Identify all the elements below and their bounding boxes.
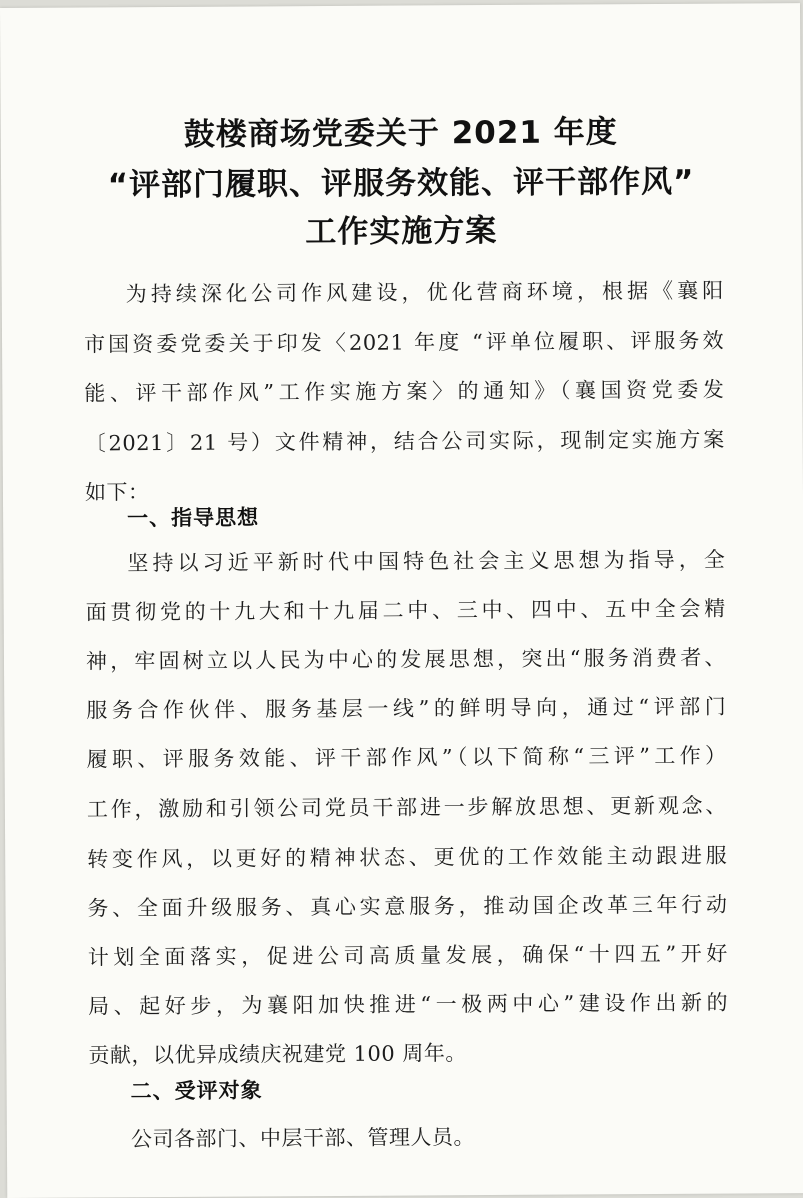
section1-line-5: 履职、评服务效能、评干部作风”（以下简称“三评”工作） [86, 743, 727, 772]
document-title-line-2: “评部门履职、评服务效能、评干部作风” [107, 163, 695, 204]
intro-line-4: 〔2021〕21 号）文件精神，结合公司实际，现制定实施方案 [84, 427, 725, 456]
intro-line-5: 如下： [84, 480, 150, 505]
section1-line-8: 务、全面升级服务、真心实意服务，推动国企改革三年行动 [87, 892, 728, 921]
section1-line-10: 局、起好步，为襄阳加快推进“一极两中心”建设作出新的 [88, 990, 729, 1019]
section-heading-guiding-thought: 一、指导思想 [127, 505, 260, 531]
intro-line-3: 能、评干部作风”工作实施方案〉的通知》（襄国资党委发 [84, 377, 725, 406]
intro-line-1: 为持续深化公司作风建设，优化营商环境，根据《襄阳 [125, 278, 724, 307]
section1-line-2: 面贯彻党的十九大和十九届二中、三中、四中、五中全会精 [85, 596, 726, 625]
section1-line-11: 贡献，以优异成绩庆祝建党 100 周年。 [88, 1041, 467, 1068]
section1-line-6: 工作，激励和引领公司党员干部进一步解放思想、更新观念、 [86, 793, 727, 822]
section1-line-1: 坚持以习近平新时代中国特色社会主义思想为指导，全 [127, 547, 726, 576]
section2-line-1: 公司各部门、中层干部、管理人员。 [130, 1125, 475, 1152]
document-page [0, 3, 803, 1198]
section1-line-4: 服务合作伙伴、服务基层一线”的鲜明导向，通过“评部门 [86, 694, 727, 723]
section1-line-9: 计划全面落实，促进公司高质量发展，确保“十四五”开好 [87, 941, 728, 970]
document-title-line-3: 工作实施方案 [305, 212, 498, 251]
section-heading-evaluated-objects: 二、受评对象 [130, 1078, 263, 1104]
section1-line-3: 神，牢固树立以人民为中心的发展思想，突出“服务消费者、 [85, 645, 727, 674]
intro-line-2: 市国资委党委关于印发〈2021 年度 “评单位履职、评服务效 [83, 328, 725, 357]
document-title-line-1: 鼓楼商场党委关于 2021 年度 [183, 114, 618, 153]
section1-line-7: 转变作风，以更好的精神状态、更优的工作效能主动跟进服 [87, 843, 728, 872]
